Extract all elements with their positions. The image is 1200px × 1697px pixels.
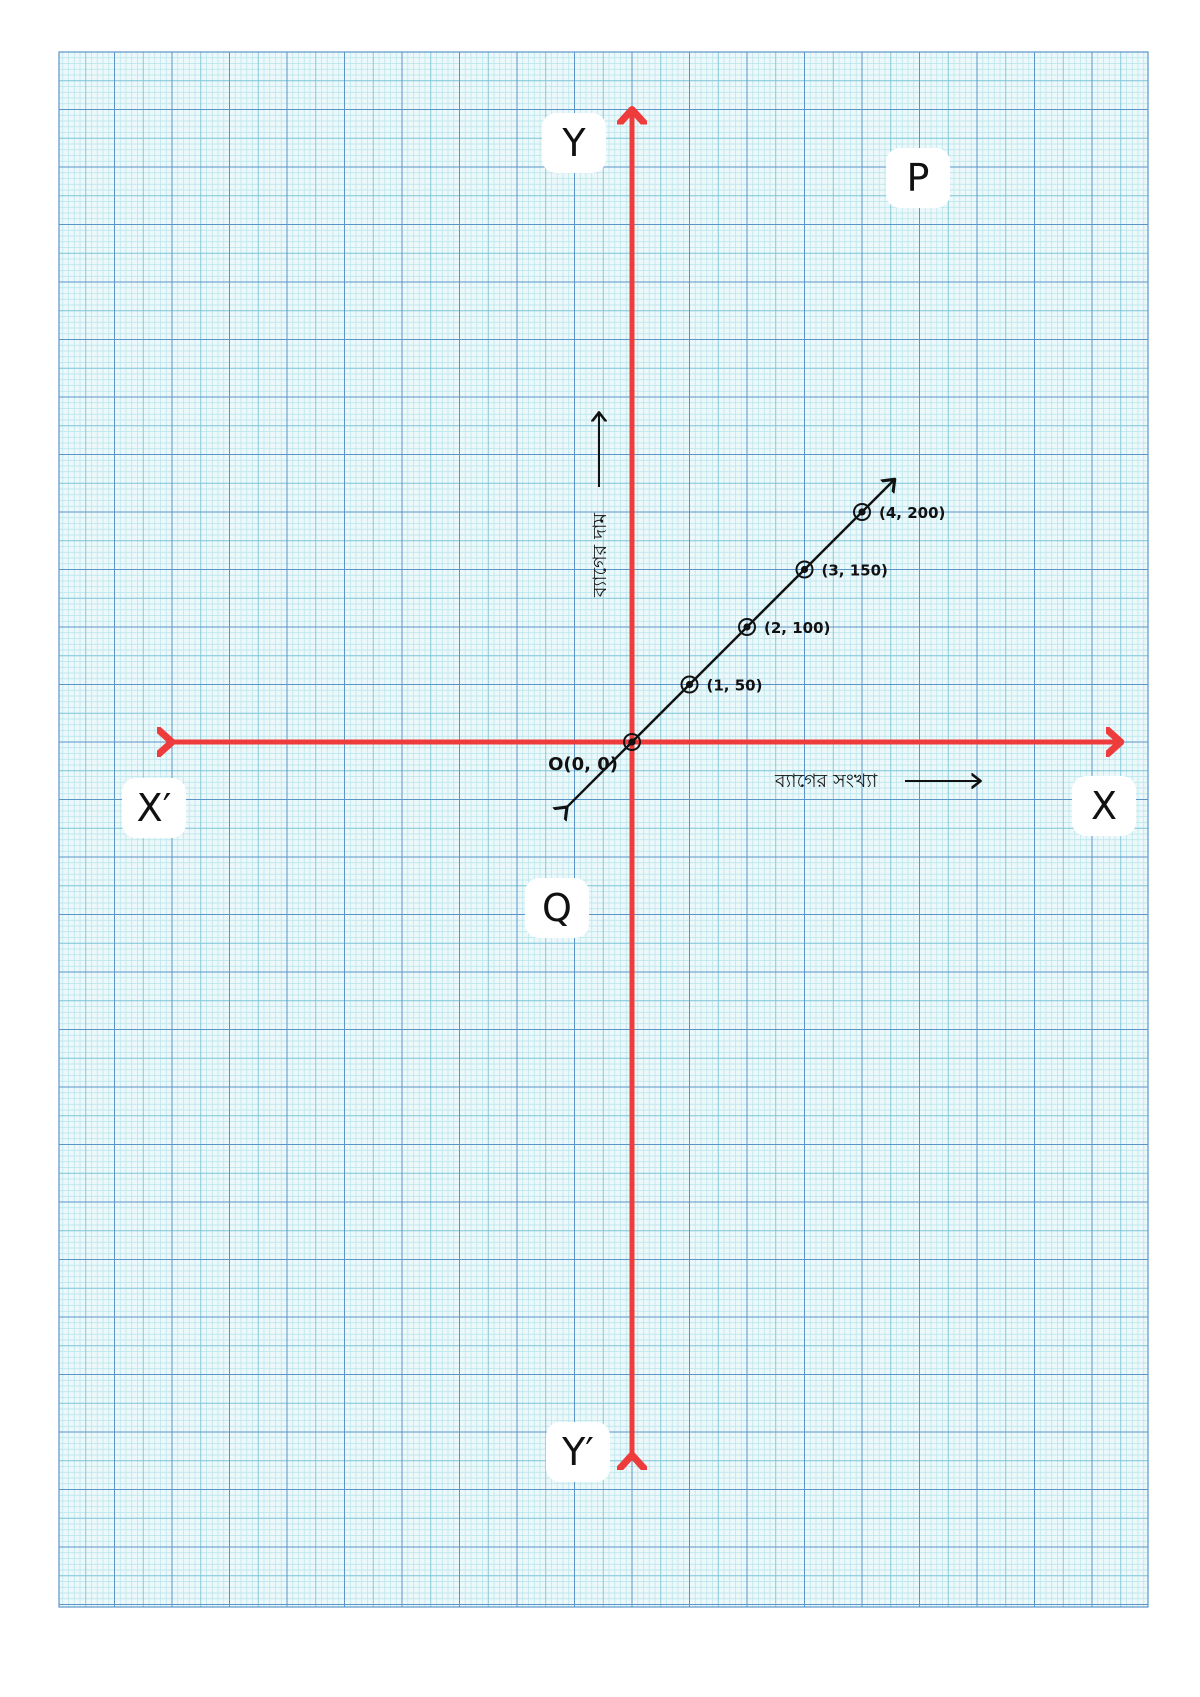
x-negative-label-group (122, 778, 186, 838)
data-point-dot (743, 623, 750, 630)
data-point-dot (686, 681, 693, 688)
y-axis-caption: ব্যাগের দাম (589, 512, 611, 598)
x-axis-caption: ব্যাগের সংখ্যা (775, 770, 878, 792)
data-point-dot (628, 738, 635, 745)
point-label: (4, 200) (879, 504, 946, 522)
data-point-dot (801, 566, 808, 573)
x-negative-label: X′ (136, 786, 172, 830)
y-negative-label-group (546, 1422, 610, 1482)
data-point-dot (858, 508, 865, 515)
y-negative-label: Y′ (562, 1430, 594, 1474)
x-positive-label: X (1090, 784, 1118, 828)
line-start-label-q-group (525, 878, 589, 938)
graph-paper-grid (59, 52, 1148, 1607)
line-end-label-p-group (886, 148, 950, 208)
x-positive-label-group (1072, 776, 1136, 836)
y-positive-label: Y (562, 121, 586, 165)
line-end-label-p: P (906, 156, 930, 200)
origin-label: O(0, 0) (548, 754, 618, 775)
line-start-label-q: Q (542, 886, 572, 930)
point-label: (2, 100) (764, 619, 831, 637)
y-positive-label-group (542, 113, 606, 173)
point-label: (1, 50) (706, 676, 763, 695)
point-label: (3, 150) (821, 561, 888, 580)
